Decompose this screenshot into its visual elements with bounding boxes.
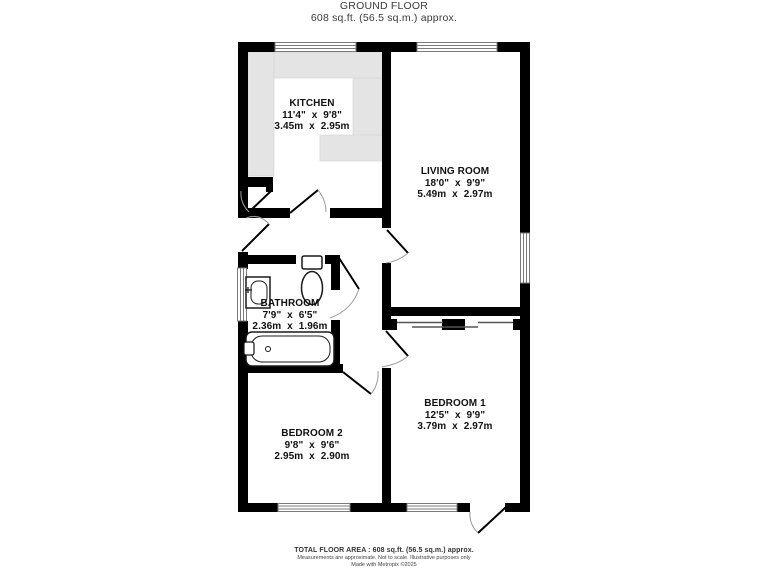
total-floor-area: TOTAL FLOOR AREA : 608 sq.ft. (56.5 sq.m.) approx. xyxy=(294,547,474,554)
wardrobe-block-left xyxy=(383,319,397,330)
door-kitchen xyxy=(290,190,326,213)
room-name: BEDROOM 1 xyxy=(424,398,486,409)
disclaimer-text: Measurements are approximate. Not to scale. Illustrative purposes only xyxy=(297,555,471,561)
toilet-cistern xyxy=(302,256,322,269)
room-name: LIVING ROOM xyxy=(420,166,490,177)
room-name: BEDROOM 2 xyxy=(281,428,343,439)
floor-area-subtitle: 608 sq.ft. (56.5 sq.m.) approx. xyxy=(310,11,458,24)
bathtub-inner xyxy=(251,336,330,362)
window-living-room-north xyxy=(417,43,497,52)
window-living-room-east xyxy=(521,233,530,283)
wall-south-mid xyxy=(350,503,407,512)
room-dim-metric: 3.79m x 2.97m xyxy=(417,421,493,432)
room-dim-metric: 3.45m x 2.95m xyxy=(274,121,350,132)
bathtub-drain xyxy=(266,347,271,352)
bathtub xyxy=(244,332,334,366)
counter-top xyxy=(274,52,382,78)
wall-south-corner xyxy=(505,503,530,512)
wardrobe-block-right xyxy=(513,319,530,330)
room-dim-imperial: 9'8" x 9'6" xyxy=(284,439,340,451)
room-dim-metric: 5.49m x 2.97m xyxy=(417,189,493,200)
door-front-entrance xyxy=(242,216,269,251)
wall-bedrooms-divider xyxy=(382,368,391,512)
wall-south-left xyxy=(238,503,278,512)
door-bedroom1 xyxy=(382,331,408,367)
wall-bathroom-east-upper xyxy=(331,255,340,290)
room-label-bedroom1 xyxy=(385,398,525,433)
wall-hall-stub xyxy=(382,218,391,228)
wall-kitchen-bottom-right xyxy=(330,208,382,218)
wall-bathroom-top-left xyxy=(238,255,296,264)
room-dim-imperial: 12'5" x 9'9" xyxy=(424,409,486,421)
wall-north-mid xyxy=(356,42,417,52)
room-dim-metric: 2.36m x 1.96m xyxy=(252,321,328,332)
counter-bottom xyxy=(320,135,382,161)
wall-closet-stub xyxy=(246,177,267,187)
wall-south-right xyxy=(457,503,470,512)
room-label-bedroom2 xyxy=(242,428,382,463)
room-label-kitchen xyxy=(242,98,382,133)
room-dim-imperial: 11'4" x 9'8" xyxy=(282,109,342,121)
wall-kitchen-bottom-left xyxy=(238,208,290,218)
window-kitchen-north xyxy=(275,43,356,52)
wall-east-upper xyxy=(520,42,530,233)
door-living-room xyxy=(386,230,408,263)
wardrobe-block-mid xyxy=(442,319,465,330)
floor-title: GROUND FLOOR xyxy=(339,0,429,12)
window-bedroom1-south xyxy=(407,504,457,512)
room-dim-imperial: 18'0" x 9'9" xyxy=(424,177,486,189)
door-bedroom1-exterior xyxy=(470,507,506,533)
room-dim-imperial: 7'9" x 6'5" xyxy=(262,309,318,321)
room-label-living-room xyxy=(385,166,525,201)
wall-living-bottom xyxy=(387,307,530,316)
wall-closet-cap xyxy=(266,177,273,192)
plan-footer xyxy=(0,547,768,568)
metropix-credit: Made with Metropix ©2025 xyxy=(351,561,417,568)
door-bedroom2 xyxy=(343,371,378,394)
wardrobe-bedroom1 xyxy=(383,319,530,330)
room-label-bathroom xyxy=(240,298,340,333)
bathtub-tap-fixture xyxy=(244,342,254,355)
room-name: KITCHEN xyxy=(289,98,335,109)
room-name: BATHROOM xyxy=(260,298,320,309)
window-bedroom2-south xyxy=(278,504,350,512)
room-dim-metric: 2.95m x 2.90m xyxy=(274,451,350,462)
